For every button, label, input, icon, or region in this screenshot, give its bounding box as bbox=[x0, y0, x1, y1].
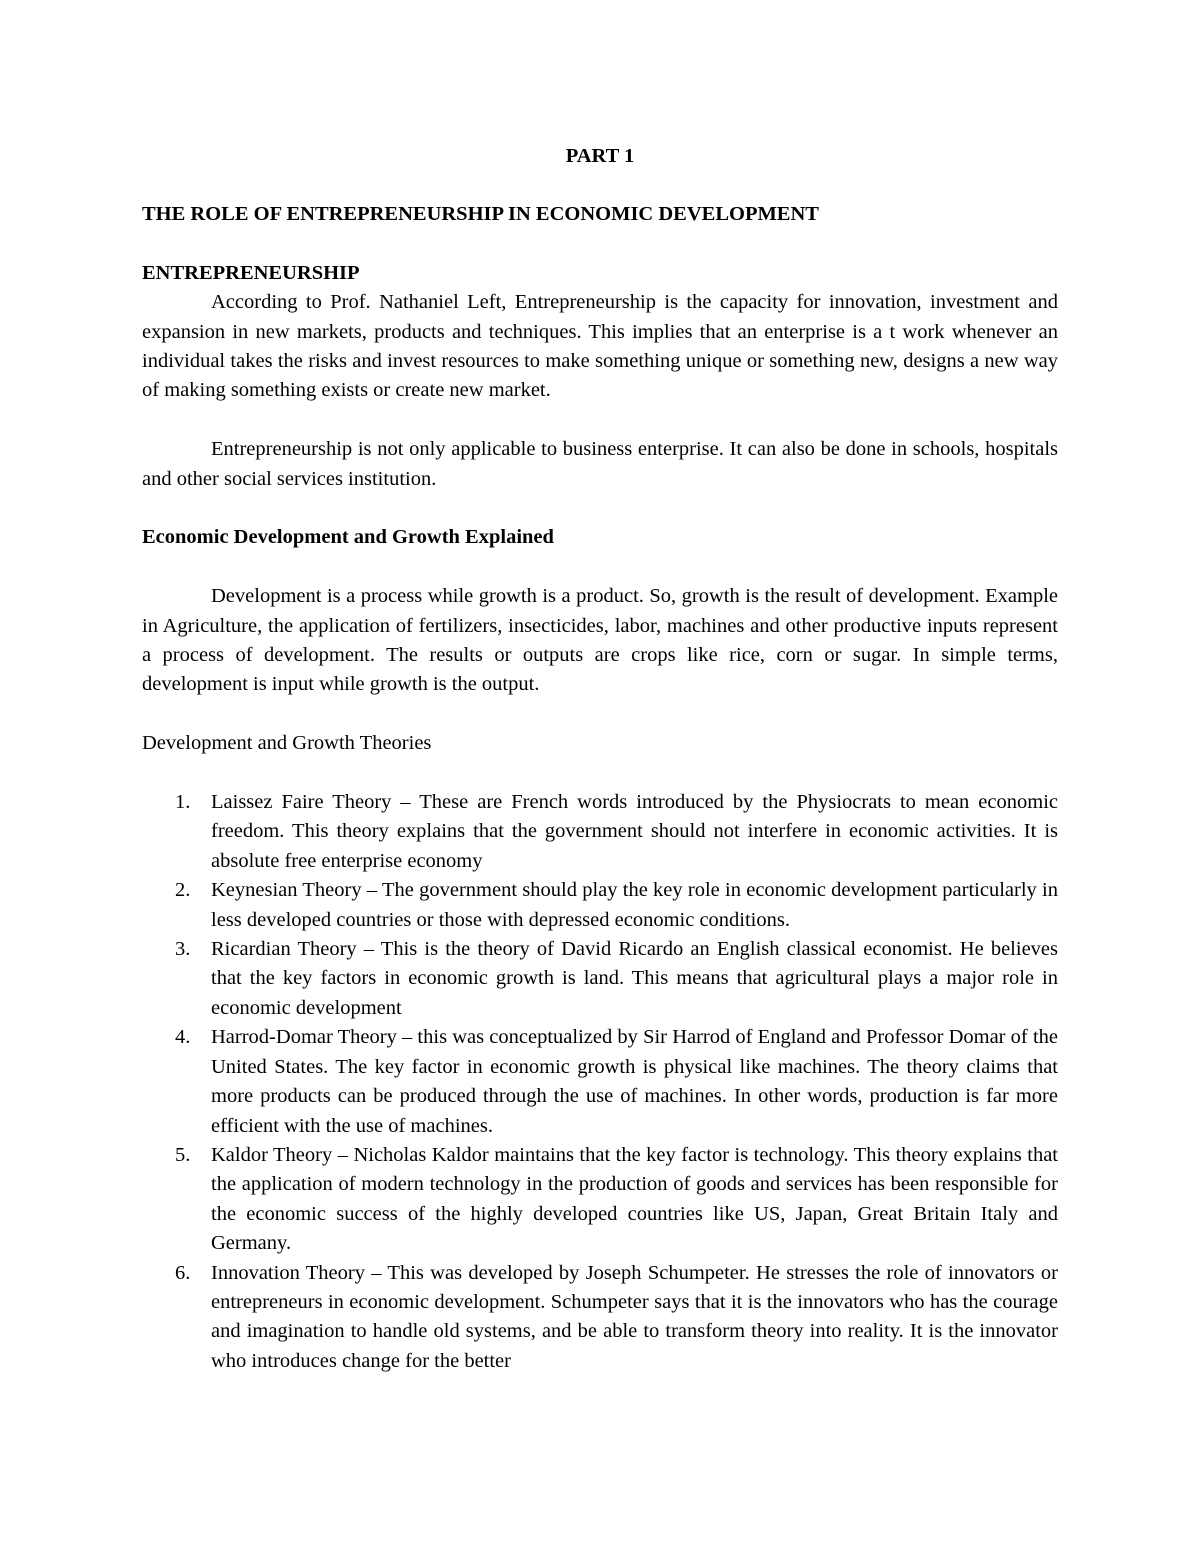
list-item bbox=[142, 788, 1058, 876]
list-item-number: 5. bbox=[175, 1143, 191, 1166]
list-item-text: Innovation Theory – This was developed by Joseph Schumpeter. He stresses the role of innovators or entrepreneurs in economic development. Schumpeter says that it is the innovators who has the courage and imagination to handle old systems, and be able to transform theory into reality. It is the innovator who introduces change for the better bbox=[211, 1261, 1058, 1372]
paragraph-applicability: Entrepreneurship is not only applicable to business enterprise. It can also be done in schools, hospitals and other social services institution. bbox=[142, 438, 1058, 490]
section-heading-entrepreneurship: ENTREPRENEURSHIP bbox=[142, 261, 360, 284]
paragraph-development-vs-growth: Development is a process while growth is a product. So, growth is the result of development. Example in Agriculture, the application of fertilizers, insecticides, labor, machines and other productive inputs represent a process of development. The results or outputs are crops like rice, corn or sugar. In simple terms, development is input while growth is the output. bbox=[142, 585, 1058, 696]
list-item-text: Laissez Faire Theory – These are French words introduced by the Physiocrats to mean economic freedom. This theory explains that the government should not interfere in economic activities. It is absolute free enterprise economy bbox=[211, 791, 1058, 872]
part-title: PART 1 bbox=[565, 145, 635, 167]
list-item bbox=[142, 1141, 1058, 1259]
list-item-number: 1. bbox=[175, 791, 191, 814]
list-item-text: Kaldor Theory – Nicholas Kaldor maintains that the key factor is technology. This theory explains that the application of modern technology in the production of goods and services has been responsible for the economic success of the highly developed countries like US, Japan, Great Britain Italy and Germany. bbox=[211, 1143, 1058, 1255]
list-item bbox=[142, 935, 1058, 1023]
spacer bbox=[142, 759, 1058, 788]
list-item-number: 2. bbox=[175, 879, 191, 902]
document-page bbox=[142, 140, 1058, 1376]
list-item bbox=[142, 876, 1058, 935]
theories-list bbox=[142, 788, 1058, 1376]
list-item-text: Harrod-Domar Theory – this was conceptualized by Sir Harrod of England and Professor Domar of the United States. The key factor in economic growth is physical like machines. The theory claims that more products can be produced through the use of machines. In other words, production is far more efficient with the use of machines. bbox=[211, 1026, 1058, 1137]
spacer bbox=[142, 700, 1058, 729]
list-item bbox=[142, 1259, 1058, 1377]
main-title: THE ROLE OF ENTREPRENEURSHIP IN ECONOMIC DEVELOPMENT bbox=[142, 203, 819, 226]
spacer bbox=[142, 406, 1058, 435]
spacer bbox=[142, 553, 1058, 582]
paragraph-definition: According to Prof. Nathaniel Left, Entrepreneurship is the capacity for innovation, investment and expansion in new markets, products and techniques. This implies that an enterprise is a t work whenever an individual takes the risks and invest resources to make something unique or something new, designs a new way of making something exists or create new market. bbox=[142, 291, 1058, 402]
list-item-number: 6. bbox=[175, 1261, 191, 1284]
list-item-number: 4. bbox=[175, 1026, 191, 1049]
list-item-text: Keynesian Theory – The government should play the key role in economic development particularly in less developed countries or those with depressed economic conditions. bbox=[211, 879, 1058, 931]
section-heading-theories: Development and Growth Theories bbox=[142, 732, 432, 755]
list-item-text: Ricardian Theory – This is the theory of David Ricardo an English classical economist. He believes that the key factors in economic growth is land. This means that agricultural plays a major role in economic development bbox=[211, 938, 1058, 1019]
list-item bbox=[142, 1023, 1058, 1141]
section-heading-economic-development: Economic Development and Growth Explained bbox=[142, 526, 554, 549]
list-item-number: 3. bbox=[175, 938, 191, 961]
spacer bbox=[142, 494, 1058, 523]
